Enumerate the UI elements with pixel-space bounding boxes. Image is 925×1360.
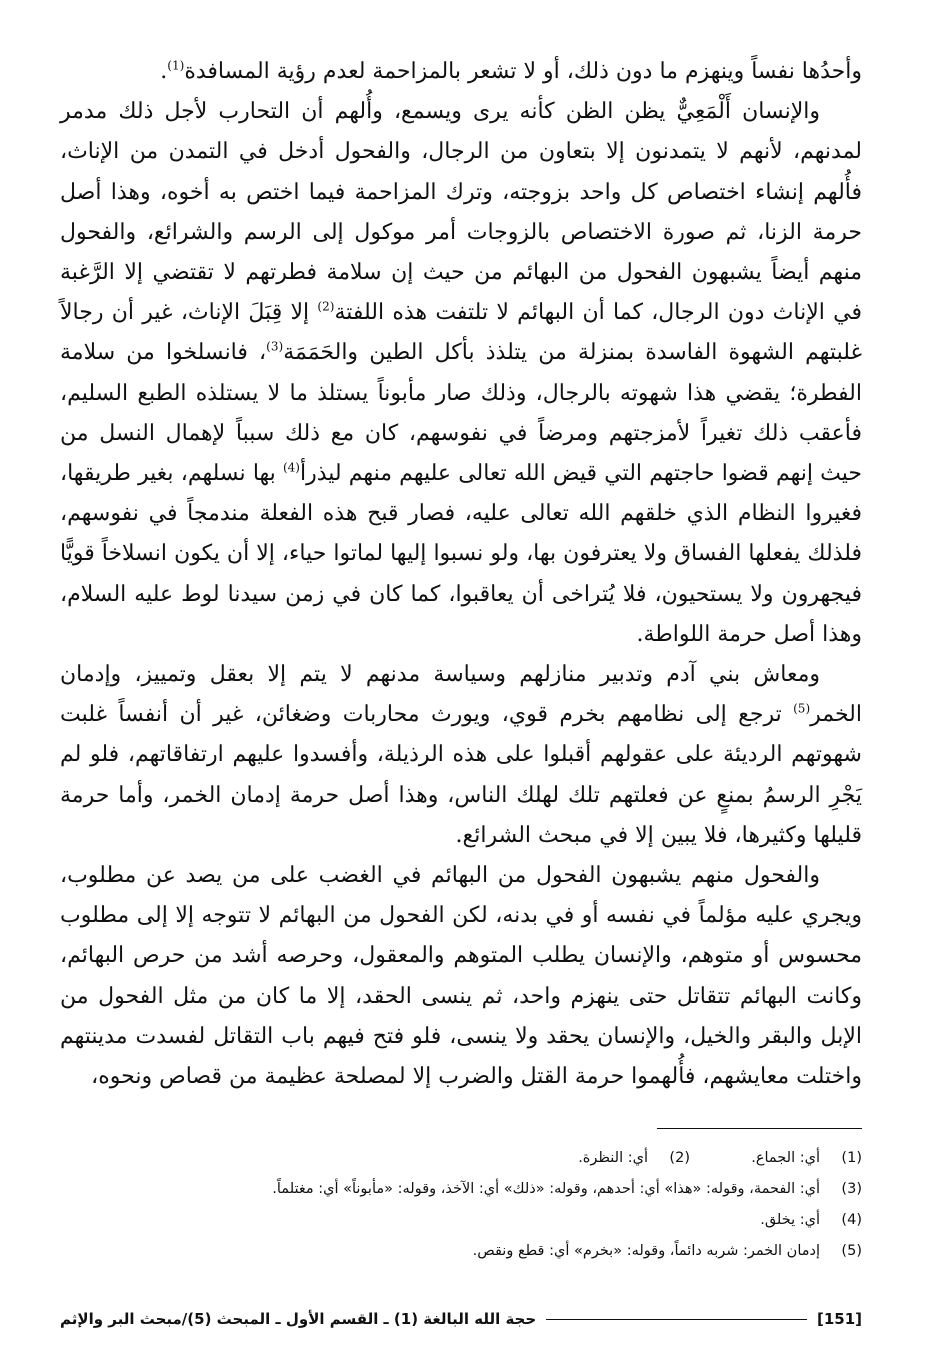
paragraph-text: وأحدُها نفساً وينهزم ما دون ذلك، أو لا تشعر بالمزاحمة لعدم رؤية المسافدة bbox=[184, 59, 862, 84]
page-footer bbox=[60, 1310, 862, 1328]
paragraph-text: ومعاش بني آدم وتدبير منازلهم وسياسة مدنهم لا يتم إلا بعقل وتمييز، وإدمان الخمر bbox=[60, 662, 862, 728]
paragraph-3 bbox=[60, 655, 862, 856]
footnote-number: (2) bbox=[669, 1150, 690, 1166]
footnote-number: (1) bbox=[841, 1150, 862, 1166]
footnote-line bbox=[60, 1143, 862, 1174]
paragraph-text: بها نسلهم، بغير طريقها، فغيروا النظام الذي خلقهم الله تعالى عليه، فصار قبح هذه الفعلة مندمجاً في نفوسهم، فلذلك يفعلها الفساق ولا يعترفون بها، ولو نسبوا إليها لماتوا حياء، إلا أن يكون انسلاخاً قويًّا فيجهرون ولا يستحيون، فلا يُتراخى أن يعاقبوا، كما كان في زمن سيدنا لوط عليه السلام، وهذا أصل حرمة اللواطة. bbox=[60, 461, 862, 647]
footnote-ref: (2) bbox=[317, 299, 335, 314]
footnote-text: أي: النظرة. bbox=[578, 1150, 648, 1166]
footnote-number: (4) bbox=[841, 1212, 862, 1228]
paragraph-text: والإنسان أَلْمَعِيٌّ يظن الظن كأنه يرى ويسمع، وأُلهم أن التحارب لأجل ذلك مدمر لمدنهم، لأنهم لا يتمدنون إلا بتعاون من الرجال، والفحول أدخل في التمدن من الإناث، فأُلهم إنشاء اختصاص كل واحد بزوجته، وترك المزاحمة فيما اختص به أخوه، وهذا أصل حرمة الزنا، ثم صورة الاختصاص بالزوجات أمر موكول إلى الرسم والشرائع، والفحول منهم أيضاً يشبهون الفحول من البهائم من حيث إن سلامة فطرتهم لا تقتضي إلا الرَّغبة في الإناث دون الرجال، كما أن البهائم لا تلتفت هذه اللفتة bbox=[60, 99, 863, 326]
footnote-text: أي: الفحمة، وقوله: «هذا» أي: أحدهم، وقوله: «ذلك» أي: الآخذ، وقوله: «مأبوناً» أي: مغتلماً. bbox=[272, 1181, 820, 1197]
paragraph-text: ، فانسلخوا من سلامة الفطرة؛ يقضي هذا شهوته بالرجال، وذلك صار مأبوناً يستلذ ما لا يستلذه الطبع السليم، فأعقب ذلك تغيراً لأمزجتهم ومرضاً في نفوسهم، كان مع ذلك سبباً لإهمال النسل من حيث إنهم قضوا حاجتهم التي قيض الله تعالى عليهم منهم ليذرأ bbox=[60, 340, 862, 487]
paragraph-text: ترجع إلى نظامهم بخرم قوي، ويورث محاربات وضغائن، غير أن أنفساً غلبت شهوتهم الرديئة على عقولهم أقبلوا على هذه الرذيلة، وأفسدوا عليهم ارتفاقاتهم، فلو لم يَجْرِ الرسمُ بمنعٍ عن فعلتهم تلك لهلك الناس، وهذا أصل حرمة إدمان الخمر، وأما حرمة قليلها وكثيرها، فلا يبين إلا في مبحث الشرائع. bbox=[60, 702, 862, 848]
paragraph-4 bbox=[60, 856, 862, 1097]
footnote-line bbox=[60, 1205, 862, 1236]
footnotes bbox=[60, 1143, 862, 1267]
paragraph-1 bbox=[60, 52, 862, 92]
footer-divider bbox=[546, 1319, 807, 1320]
footnote-ref: (5) bbox=[793, 701, 811, 716]
footnote-text: أي: الجماع. bbox=[751, 1150, 820, 1166]
footnote-text: أي: يخلق. bbox=[760, 1212, 820, 1228]
paragraph-2 bbox=[60, 92, 862, 655]
footnote-number: (5) bbox=[841, 1243, 862, 1259]
running-title: حجة الله البالغة (1) ـ القسم الأول ـ المبحث (5)/مبحث البر والإثم bbox=[60, 1310, 537, 1328]
footnote-divider bbox=[657, 1128, 862, 1129]
paragraph-text: . bbox=[160, 59, 168, 84]
paragraph-text: إلا قِبَلَ الإناث، غير أن رجالاً غلبتهم الشهوة الفاسدة بمنزلة من يتلذذ بأكل الطين والحَمَمَة bbox=[60, 300, 863, 366]
paragraph-text: والفحول منهم يشبهون الفحول من البهائم في الغضب على من يصد عن مطلوب، ويجري عليه مؤلماً في نفسه أو في بدنه، لكن الفحول من البهائم لا تتوجه إلا إلى مطلوب محسوس أو متوهم، والإنسان يطلب المتوهم والمعقول، وحرصه أشد من حرص البهائم، وكانت البهائم تتقاتل حتى ينهزم واحد، ثم ينسى الحقد، إلا ما كان من مثل الفحول من الإبل والبقر والخيل، والإنسان يحقد ولا ينسى، فلو فتح فيهم باب التقاتل لفسدت مدينتهم واختلت معايشهم، فأُلهموا حرمة القتل والضرب إلا لمصلحة عظيمة من قصاص ونحوه، bbox=[60, 863, 862, 1090]
footnote-line bbox=[60, 1236, 862, 1267]
footnote-ref: (4) bbox=[282, 460, 300, 475]
footnote-ref: (3) bbox=[266, 340, 284, 355]
page-number: [151] bbox=[816, 1310, 862, 1328]
footnote-text: إدمان الخمر: شربه دائماً، وقوله: «بخرم» أي: قطع ونقص. bbox=[472, 1243, 820, 1259]
main-text bbox=[60, 52, 862, 1097]
footnote-ref: (1) bbox=[167, 58, 185, 73]
footnote-line bbox=[60, 1174, 862, 1205]
footnote-number: (3) bbox=[841, 1181, 862, 1197]
